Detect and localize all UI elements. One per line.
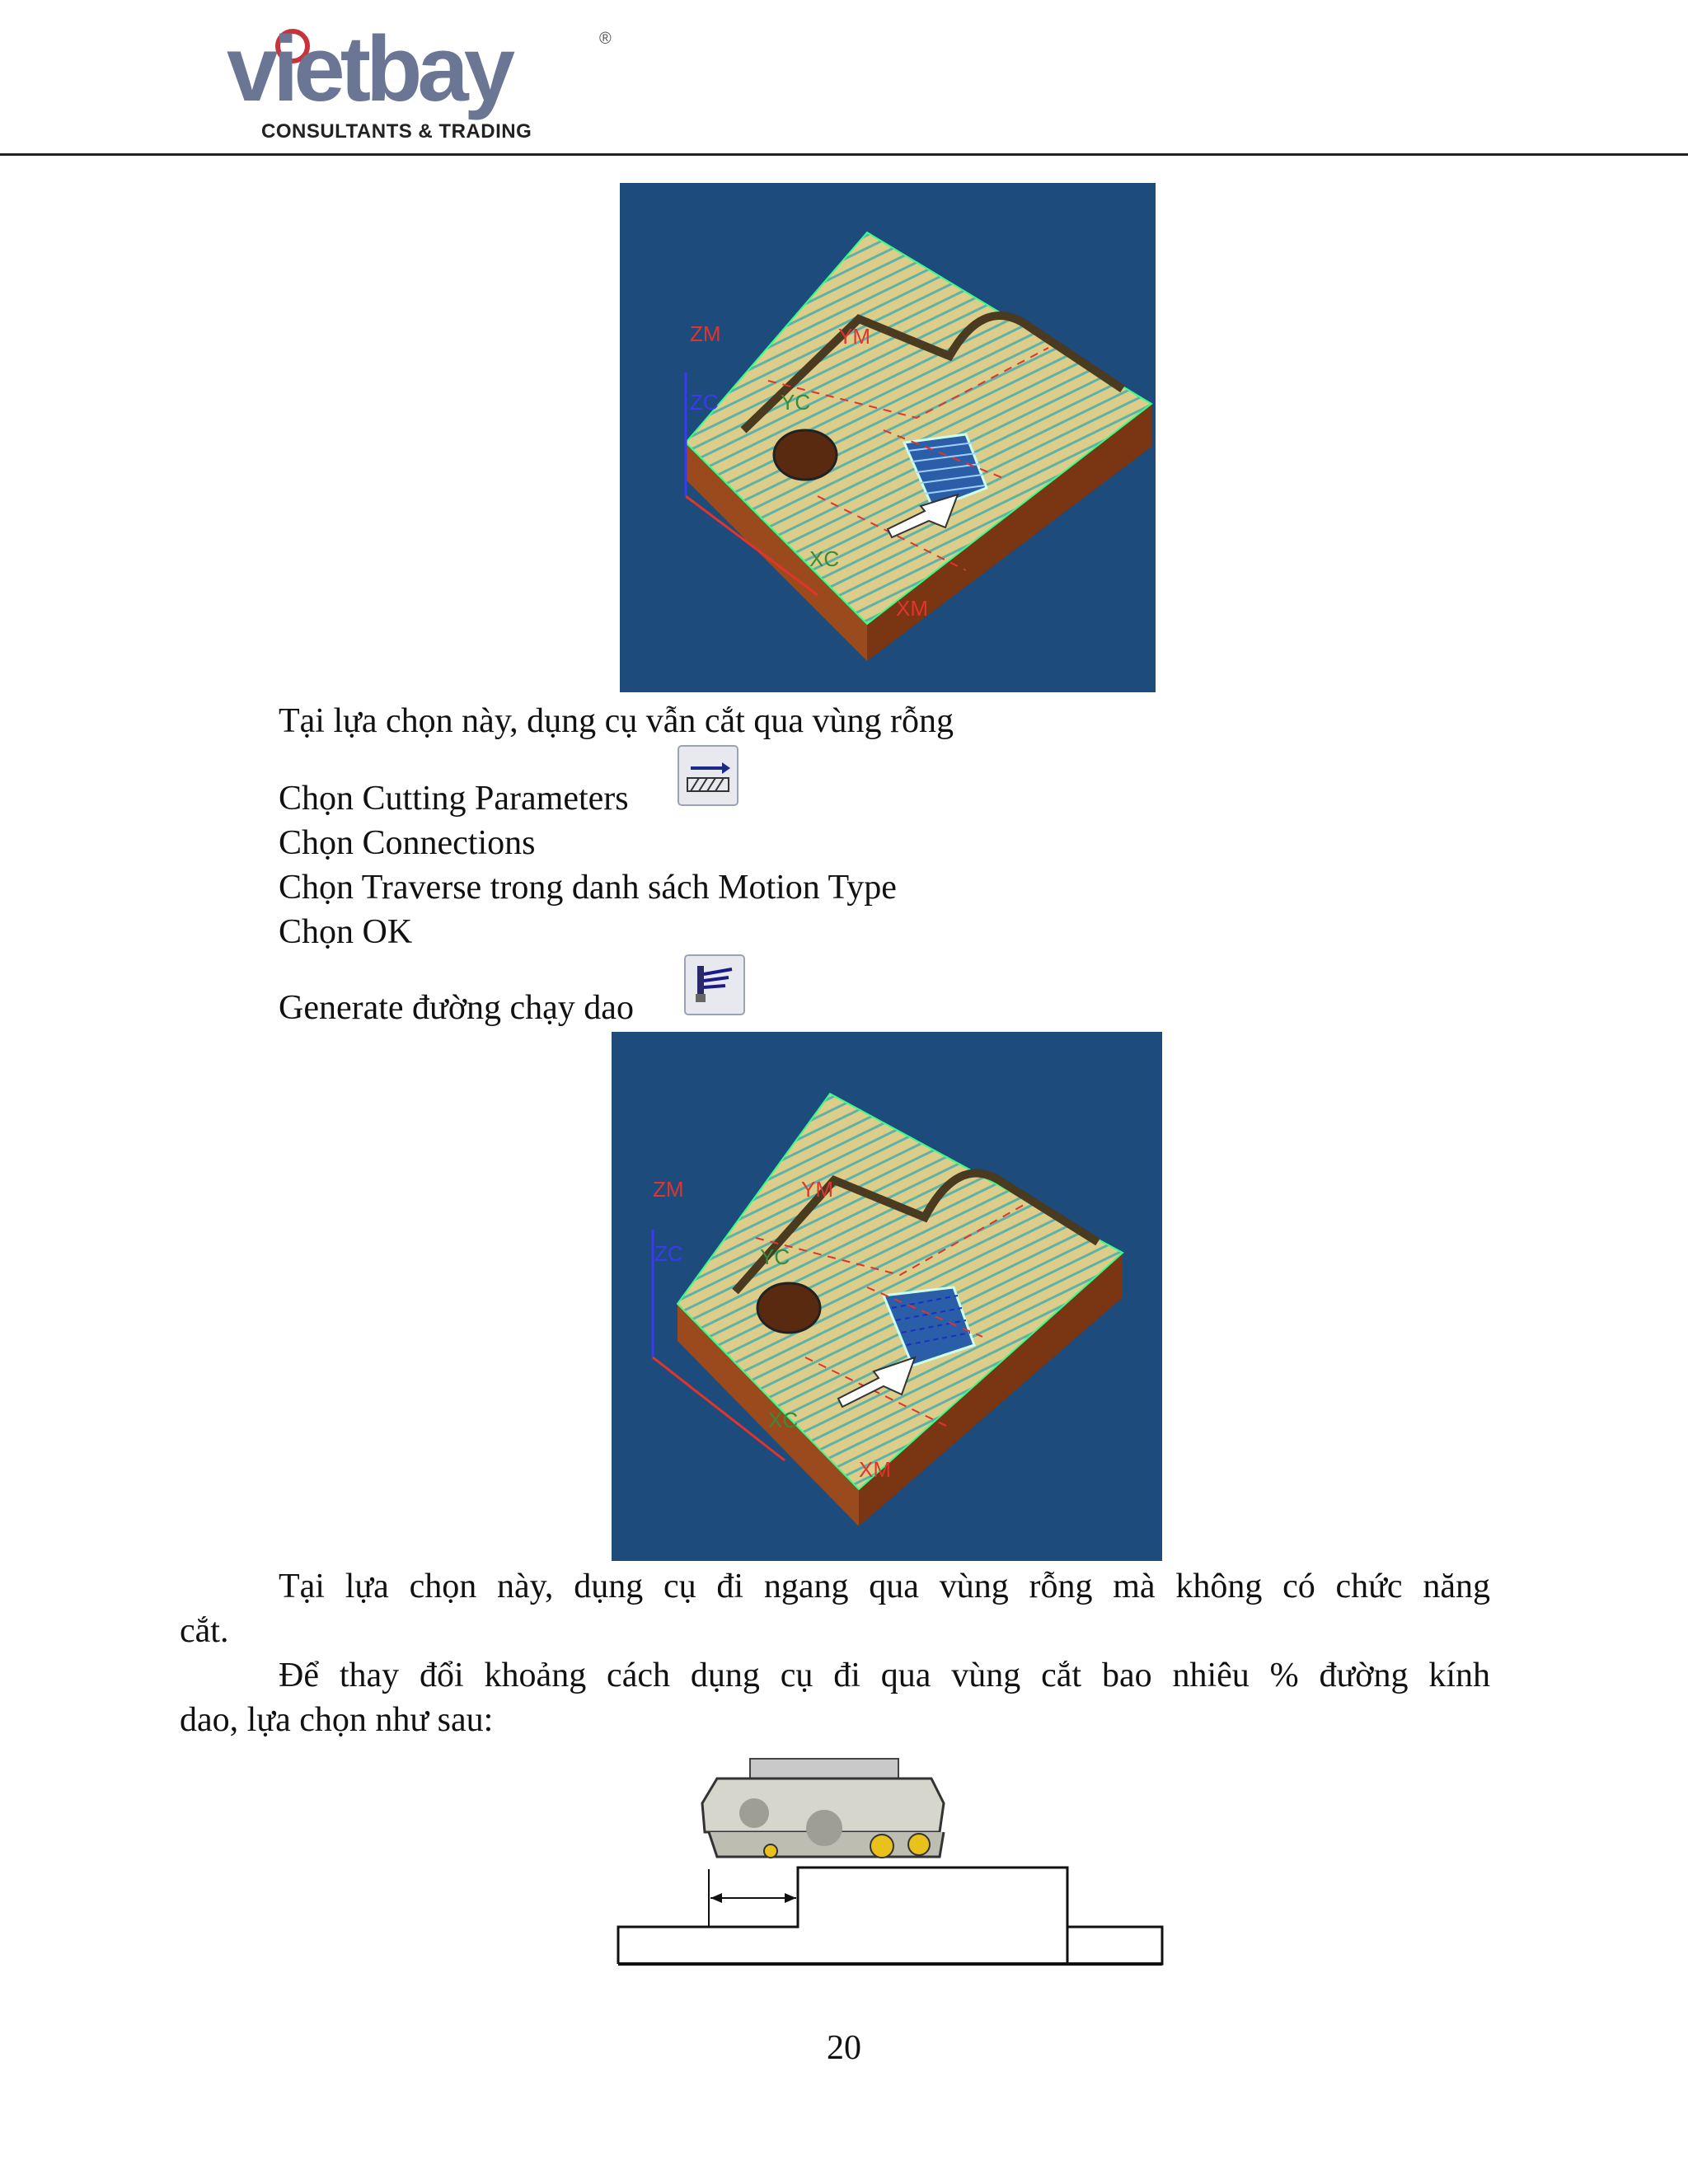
vietbay-logo	[218, 17, 622, 147]
label-xc: XC	[809, 546, 840, 571]
workpiece-raised-step	[618, 1868, 1067, 1964]
page-number: 20	[827, 2029, 861, 2067]
header-divider	[0, 153, 1688, 156]
cutting-parameters-button[interactable]	[678, 745, 738, 806]
workpiece-base	[618, 1927, 1162, 1964]
part-hole	[774, 430, 837, 480]
label-xm: XM	[859, 1457, 891, 1482]
label-yc: YC	[760, 1244, 790, 1269]
cutter-insert	[908, 1834, 930, 1855]
logo-tagline: CONSULTANTS & TRADING	[261, 120, 532, 143]
cutter-flute	[739, 1798, 769, 1828]
logo-registered-mark: ®	[599, 30, 612, 48]
logo-wordmark: vietbay	[227, 17, 510, 120]
caption-2-line-1: Tại lựa chọn này, dụng cụ đi ngang qua vùng rỗng mà không có chức năng	[279, 1568, 1490, 1605]
cutter-insert	[764, 1844, 777, 1858]
label-ym: YM	[838, 324, 870, 349]
dimension-arrow-left-icon	[710, 1893, 722, 1903]
label-yc: YC	[781, 390, 811, 415]
step-cutting-parameters: Chọn Cutting Parameters	[279, 780, 629, 818]
step-generate: Generate đường chạy dao	[279, 989, 634, 1027]
part-top-face	[686, 232, 1151, 624]
cad-figure-2	[612, 1032, 1162, 1561]
cad-figure-1	[620, 183, 1156, 692]
step-connections: Chọn Connections	[279, 824, 536, 862]
cutter-insert	[870, 1835, 893, 1858]
dimension-arrow-right-icon	[785, 1893, 796, 1903]
label-zm: ZM	[653, 1177, 684, 1202]
step-traverse: Chọn Traverse trong danh sách Motion Type	[279, 869, 897, 907]
label-xc: XC	[768, 1408, 799, 1432]
label-xm: XM	[896, 596, 928, 621]
step-ok: Chọn OK	[279, 913, 413, 951]
caption-2-line-2: cắt.	[180, 1612, 229, 1650]
cutter-stepover-diagram	[610, 1754, 1170, 2009]
paragraph-3-line-2: dao, lựa chọn như sau:	[180, 1701, 494, 1739]
cutting-parameters-icon	[679, 747, 737, 804]
cutter-spindle	[750, 1759, 898, 1779]
generate-toolpath-icon	[686, 956, 743, 1014]
generate-toolpath-button[interactable]	[684, 954, 745, 1015]
paragraph-3-line-1: Để thay đổi khoảng cách dụng cụ đi qua vùng cắt bao nhiêu % đường kính	[279, 1657, 1490, 1694]
cutter-flute	[806, 1810, 842, 1846]
part-hole	[757, 1283, 820, 1333]
label-ym: YM	[801, 1177, 833, 1202]
caption-1: Tại lựa chọn này, dụng cụ vẫn cắt qua vùng rỗng	[279, 702, 954, 740]
label-zm: ZM	[690, 321, 721, 346]
label-zc: ZC	[690, 390, 719, 415]
label-zc: ZC	[654, 1241, 683, 1266]
